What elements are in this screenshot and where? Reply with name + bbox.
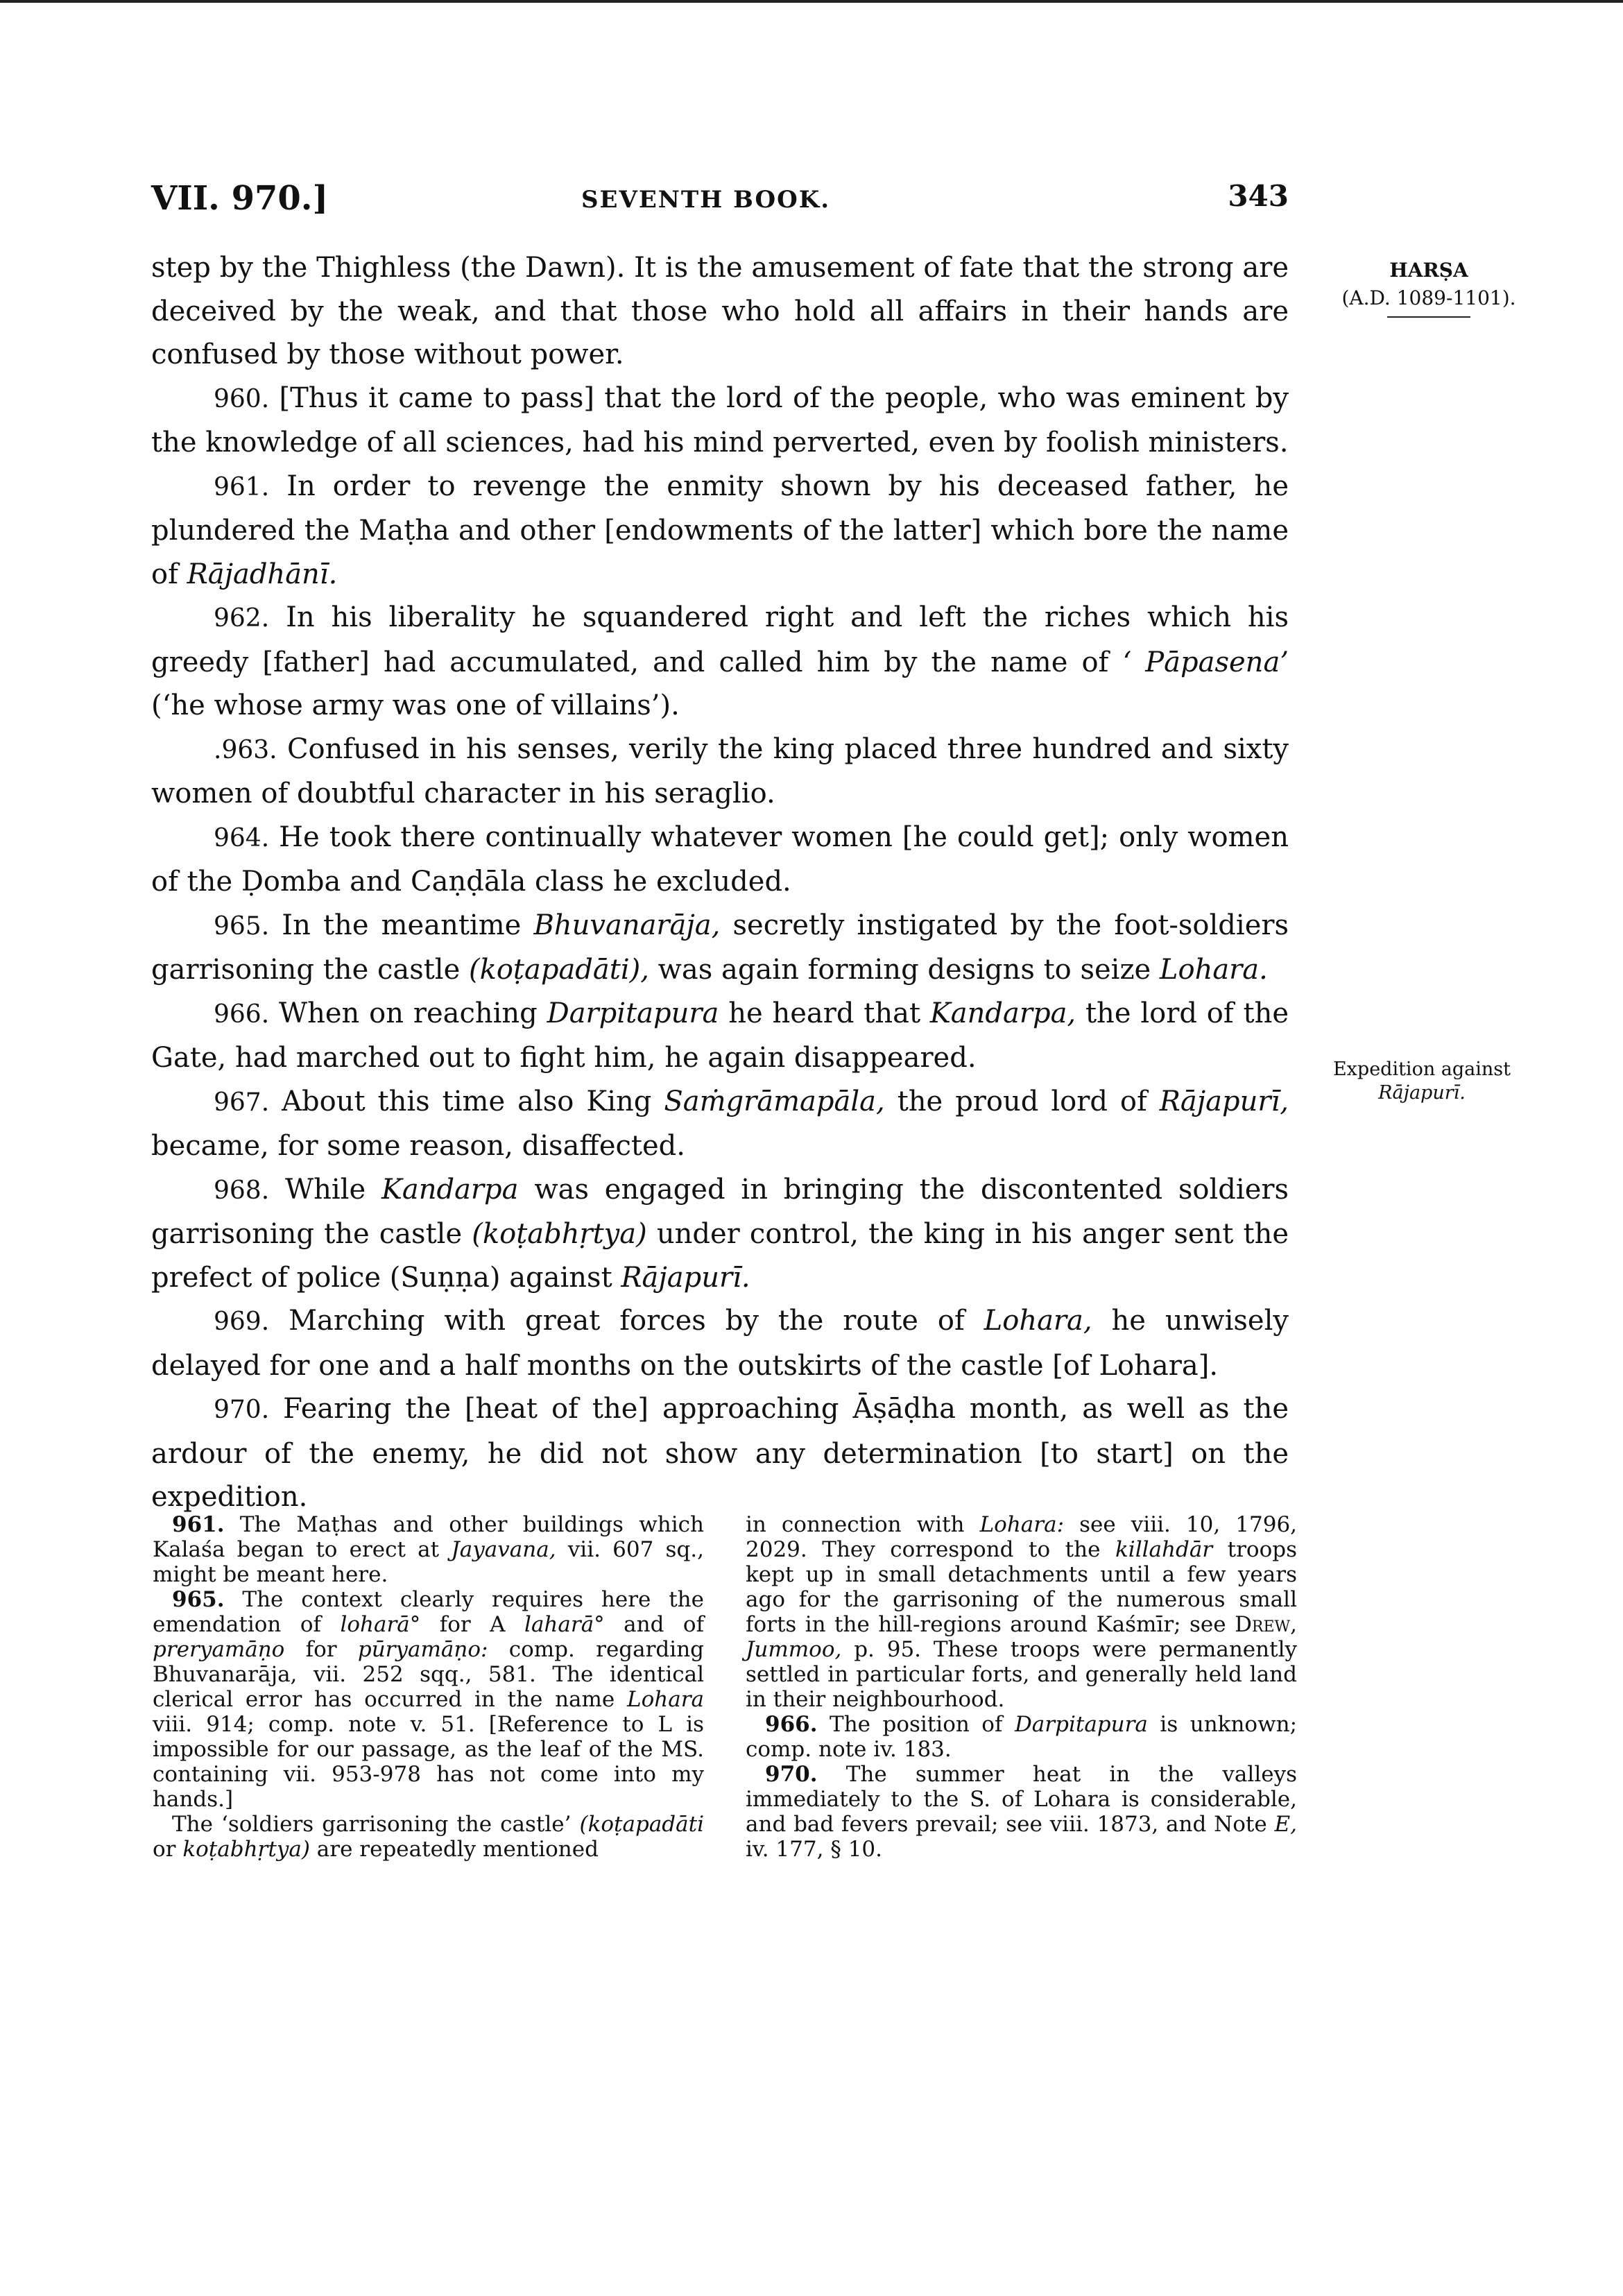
verse-italic: Kandarpa,: [929, 997, 1076, 1029]
note-italic: Darpitapura: [1014, 1712, 1148, 1737]
note-965-continued: [153, 1812, 704, 1862]
note-text: for A: [439, 1612, 506, 1637]
note-text: comp. regarding Bhuvanarāja, vii. 252 sqq., 581. The identical clerical error has occurred in the name: [153, 1637, 705, 1712]
note-text: vii. 607 sq., might be meant here.: [153, 1537, 705, 1587]
top-border-line: [0, 0, 1623, 3]
verse-text: under control, the king in his anger sent the prefect of police (Suṇṇa) against: [151, 1218, 1289, 1294]
footnotes-left-column: [153, 1512, 704, 1862]
verse-italic: Darpitapura: [547, 997, 719, 1029]
verse-text: While: [285, 1173, 366, 1206]
note-smallcaps: Drew,: [1235, 1612, 1298, 1637]
verse-text: Marching with great forces by the route of: [289, 1305, 965, 1337]
verse-number: 968.: [214, 1176, 270, 1205]
continued-paragraph: step by the Thighless (the Dawn). It is the amusement of fate that the strong are deceived by the weak, and that those who hold all affairs in their hands are confused by those without power.: [151, 252, 1289, 370]
note-number: 965.: [172, 1587, 225, 1612]
verse-text: In his liberality he squandered right and left the riches which his greedy [father] had accumulated, and called him by the name of: [151, 601, 1289, 678]
note-text: or: [153, 1837, 176, 1862]
verse-text: In the meantime: [282, 909, 522, 941]
note-text: The position of: [830, 1712, 1003, 1737]
note-italic: (koṭapadāti: [579, 1812, 705, 1837]
verse-960: [151, 377, 1289, 465]
note-italic: loharā°: [340, 1612, 421, 1637]
page-number: 343: [1228, 179, 1289, 213]
reign-dates: (A.D. 1089-1101).: [1341, 286, 1516, 309]
verse-italic: Bhuvanarāja,: [533, 909, 721, 941]
verse-text: He took there continually whatever women [he could get]; only women of the Ḍomba and Caṇḍāla class he excluded.: [151, 821, 1289, 898]
sidenote-rule: [1387, 316, 1470, 318]
note-text: The context clearly requires here the emendation of: [153, 1587, 704, 1637]
note-text: are repeatedly mentioned: [316, 1837, 599, 1862]
verse-number: 969.: [214, 1308, 270, 1336]
note-italic: Jayavana,: [451, 1537, 556, 1562]
note-text: in connection with: [746, 1512, 965, 1537]
expedition-line2: Rājapurī.: [1378, 1082, 1466, 1104]
verse-text: he unwisely delayed for one and a half months on the outskirts of the castle [of Lohara].: [151, 1305, 1289, 1382]
note-number: 970.: [765, 1762, 818, 1787]
note-text: p. 95. These troops were permanently settled in particular forts, and generally held land in their neighbourhood.: [746, 1637, 1297, 1712]
note-text: iv. 177, § 10.: [746, 1837, 882, 1862]
verse-text: the lord of the Gate, had marched out to fight him, he again disappeared.: [151, 997, 1289, 1074]
verse-text: Confused in his senses, verily the king placed three hundred and sixty women of doubtful character in his seraglio.: [151, 733, 1289, 809]
verse-text: About this time also King: [282, 1085, 652, 1117]
verse-text: he heard that: [728, 997, 921, 1029]
verse-text: the proud lord of: [897, 1085, 1147, 1117]
verse-969: [151, 1299, 1289, 1387]
verse-number: .963.: [214, 735, 277, 764]
note-italic: preryamāṇo: [153, 1637, 285, 1662]
verse-963: [151, 728, 1289, 816]
note-italic: Lohara: [627, 1687, 705, 1712]
note-text: viii. 914; comp. note v. 51. [Reference to L is impossible for our passage, as the leaf of the MS. containing vii. 953-978 has not come into my hands.]: [153, 1712, 704, 1812]
verse-italic: Rājapurī.: [621, 1261, 750, 1294]
main-text: [151, 246, 1289, 1519]
verse-964: [151, 816, 1289, 904]
note-961: [153, 1512, 704, 1587]
verse-text: became, for some reason, disaffected.: [151, 1130, 685, 1162]
note-number: 966.: [765, 1712, 818, 1737]
verse-text: Fearing the [heat of the] approaching Āṣāḍha month, as well as the ardour of the enemy, he did not show any determination [to start] on the expedition.: [151, 1393, 1289, 1513]
note-italic: E,: [1274, 1812, 1297, 1837]
verse-961: [151, 465, 1289, 597]
sidenote-reign: [1318, 257, 1540, 318]
verse-967: [151, 1080, 1289, 1168]
verse-italic: (koṭabhṛtya): [472, 1218, 647, 1250]
note-970: [746, 1762, 1297, 1862]
note-text: troops kept up in small detachments until a few years ago for the garrisoning of the numerous small forts in the hill-regions around Kaśmīr; see: [746, 1537, 1298, 1637]
verse-number: 960.: [214, 384, 270, 413]
verse-italic: Lohara,: [984, 1305, 1092, 1337]
verse-text: When on reaching: [279, 997, 538, 1029]
note-italic: killahdār: [1115, 1537, 1213, 1562]
verse-text: [Thus it came to pass] that the lord of the people, who was eminent by the knowledge of all sciences, had his mind perverted, even by foolish ministers.: [151, 382, 1289, 459]
verse-italic: Rājadhānī.: [187, 558, 338, 590]
note-965-right: [746, 1512, 1297, 1712]
note-italic: Jummoo,: [746, 1637, 842, 1662]
verse-number: 964.: [214, 823, 270, 853]
note-number: 961.: [172, 1512, 225, 1537]
note-text: see viii. 10, 1796, 2029. They correspond to the: [746, 1512, 1298, 1562]
note-966: [746, 1712, 1297, 1762]
verse-text: secretly instigated by the foot-soldiers garrisoning the castle: [151, 909, 1289, 986]
note-text: for: [305, 1637, 337, 1662]
verse-italic: Rājapurī,: [1159, 1085, 1289, 1117]
verse-italic: Saṁgrāmapāla,: [664, 1085, 885, 1117]
page-header: [151, 179, 1289, 228]
verse-966: [151, 992, 1289, 1080]
verse-number: 965.: [214, 911, 270, 941]
note-965: [153, 1587, 704, 1812]
expedition-line1: Expedition against: [1332, 1059, 1511, 1080]
note-italic: Lohara:: [979, 1512, 1065, 1537]
verse-text: (‘he whose army was one of villains’).: [151, 689, 680, 721]
verse-number: 970.: [214, 1396, 270, 1424]
verse-965: [151, 904, 1289, 992]
verse-italic: Kandarpa: [381, 1173, 519, 1206]
note-text: is unknown; comp. note iv. 183.: [746, 1712, 1298, 1762]
verse-number: 962.: [214, 604, 270, 633]
verse-text: was again forming designs to seize: [658, 954, 1151, 986]
verse-number: 967.: [214, 1088, 270, 1117]
book-title: SEVENTH BOOK.: [581, 186, 831, 214]
note-text: The summer heat in the valleys immediately to the S. of Lohara is considerable, and bad fevers prevail; see viii. 1873, and Note: [746, 1762, 1298, 1837]
verse-962: [151, 596, 1289, 728]
footnotes-right-column: [746, 1512, 1297, 1862]
section-reference: VII. 970.]: [151, 179, 329, 218]
note-italic: laharā°: [524, 1612, 605, 1637]
verse-970: [151, 1387, 1289, 1519]
sidenote-expedition: [1311, 1058, 1533, 1105]
verse-number: 966.: [214, 1000, 270, 1029]
note-text: and of: [624, 1612, 705, 1637]
verse-text: In order to revenge the enmity shown by his deceased father, he plundered the Maṭha and other [endowments of the latter] which bore the name of: [151, 470, 1289, 590]
verse-968: [151, 1168, 1289, 1300]
reign-name: HARṢA: [1389, 259, 1468, 282]
note-text: The Maṭhas and other buildings which Kalaśa began to erect at: [153, 1512, 704, 1562]
verse-italic: Lohara.: [1159, 954, 1268, 986]
note-italic: pūryamāṇo:: [357, 1637, 488, 1662]
verse-number: 961.: [214, 472, 270, 502]
note-italic: koṭabhṛtya): [182, 1837, 310, 1862]
note-text: The ‘soldiers garrisoning the castle’: [172, 1812, 572, 1837]
verse-italic: ‘ Pāpasena’: [1122, 646, 1289, 678]
verse-italic: (koṭapadāti),: [469, 954, 649, 986]
verse-text: was engaged in bringing the discontented soldiers garrisoning the castle: [151, 1173, 1289, 1250]
